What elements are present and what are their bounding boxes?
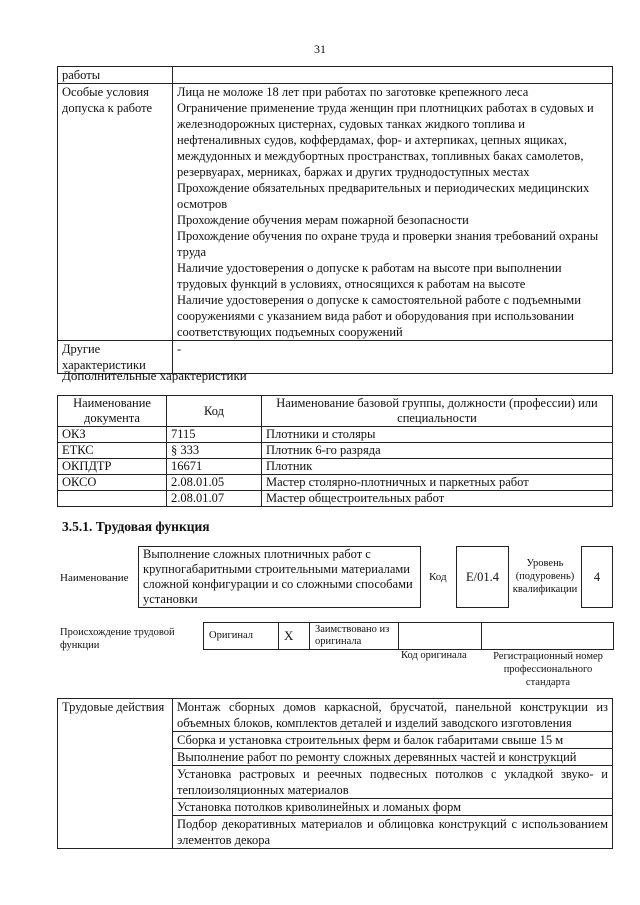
origin-table	[203, 622, 614, 650]
labor-action-item: Установка растровых и реечных подвесных потолков с укладкой звуко- и теплоизоляционных материалов	[173, 766, 613, 799]
doc-cell: ОКЗ	[58, 427, 167, 443]
condition-line: Ограничение применение труда женщин при плотницких работах в судовых и	[177, 101, 594, 115]
table-row	[58, 459, 613, 475]
code-cell: 16671	[167, 459, 262, 475]
reg-number-label: Регистрационный номер профессионального стандарта	[493, 651, 603, 688]
name-cell: Мастер общестроительных работ	[262, 491, 613, 507]
column-header-document: Наименование документа	[58, 396, 167, 427]
labor-action-item: Установка потолков криволинейных и ломаных форм	[173, 799, 613, 816]
doc-cell: ОКПДТР	[58, 459, 167, 475]
page-number: 31	[314, 42, 326, 56]
row-label-special-conditions: Особые условия допуска к работе	[58, 84, 173, 341]
labor-actions-table	[57, 698, 613, 849]
condition-line: Лица не моложе 18 лет при работах по заготовке крепежного леса	[177, 85, 529, 99]
borrowed-label: Заимствовано из оригинала	[310, 623, 399, 650]
code-cell: 2.08.01.07	[167, 491, 262, 507]
doc-cell: ЕТКС	[58, 443, 167, 459]
condition-line: междудонных и междубортных пространствах, топливных баках самолетов,	[177, 149, 584, 163]
row-label-other-characteristics: Другие характеристики	[58, 341, 173, 374]
function-code-label: Код	[429, 571, 447, 583]
table-row	[58, 491, 613, 507]
original-label: Оригинал	[204, 623, 279, 650]
function-code-box: E/01.4	[456, 546, 509, 608]
original-mark: X	[279, 623, 310, 650]
labor-action-item: Выполнение работ по ремонту сложных деревянных частей и конструкций	[173, 749, 613, 766]
name-cell: Плотник	[262, 459, 613, 475]
table-row	[58, 475, 613, 491]
doc-cell: ОКСО	[58, 475, 167, 491]
labor-action-item: Подбор декоративных материалов и облицовка конструкций с использованием элементов декора	[173, 816, 613, 849]
condition-line: железнодорожных цистернах, судовых танках жидкого топлива и	[177, 117, 525, 131]
condition-line: Наличие удостоверения о допуске к работам на высоте при выполнении	[177, 261, 562, 275]
condition-line: Наличие удостоверения о допуске к самостоятельной работе с подъемными	[177, 293, 581, 307]
table-row	[58, 443, 613, 459]
additional-characteristics-heading: Дополнительные характеристики	[62, 368, 247, 383]
condition-line: трудовых функций в условиях, относящихся к работам на высоте	[177, 277, 526, 291]
column-header-code: Код	[167, 396, 262, 427]
function-name-box: Выполнение сложных плотничных работ с крупногабаритными строительными материалами сложной конфигурации и со сложными способами установки	[138, 546, 421, 608]
code-original-cell	[399, 623, 482, 650]
code-original-label: Код оригинала	[401, 650, 467, 661]
condition-line: нефтеналивных судов, коффердамах, фор- и ахтерпиках, цепных ящиках,	[177, 133, 567, 147]
conditions-table	[57, 66, 613, 374]
section-heading: 3.5.1. Трудовая функция	[62, 519, 210, 534]
condition-line: сооружениями с указанием вида работ и оборудования при использовании	[177, 309, 574, 323]
special-conditions-cell	[173, 84, 613, 341]
name-cell: Мастер столярно-плотничных и паркетных работ	[262, 475, 613, 491]
condition-line: резервуарах, мерниках, баржах и других труднодоступных местах	[177, 165, 530, 179]
function-name-label: Наименование	[60, 572, 129, 584]
condition-line: Прохождение обучения по охране труда и проверки знания требований охраны	[177, 229, 599, 243]
condition-line: Прохождение обучения мерам пожарной безопасности	[177, 213, 469, 227]
code-cell: 2.08.01.05	[167, 475, 262, 491]
labor-actions-label: Трудовые действия	[58, 699, 173, 849]
name-cell: Плотники и столяры	[262, 427, 613, 443]
condition-line: Прохождение обязательных предварительных и периодических медицинских	[177, 181, 590, 195]
additional-characteristics-table	[57, 395, 613, 507]
function-origin-label: Происхождение трудовой функции	[60, 627, 175, 651]
qualification-level-box: 4	[581, 546, 613, 608]
qualification-level-label: Уровень (подуровень) квалификации	[512, 558, 578, 595]
column-header-group-name: Наименование базовой группы, должности (профессии) или специальности	[262, 396, 613, 427]
reg-number-cell	[482, 623, 614, 650]
code-cell: 7115	[167, 427, 262, 443]
condition-line: осмотров	[177, 197, 228, 211]
condition-line: труда	[177, 245, 207, 259]
row-label-work: работы	[58, 67, 173, 84]
labor-action-item: Сборка и установка строительных ферм и балок габаритами свыше 15 м	[173, 732, 613, 749]
other-characteristics-value: -	[173, 341, 613, 374]
code-cell: § 333	[167, 443, 262, 459]
condition-line: соответствующих подъемных сооружений	[177, 325, 403, 339]
table-row	[58, 427, 613, 443]
name-cell: Плотник 6-го разряда	[262, 443, 613, 459]
labor-action-item: Монтаж сборных домов каркасной, брусчатой, панельной конструкции из объемных блоков, комплектов деталей и изделий заводского изготовления	[173, 699, 613, 732]
doc-cell	[58, 491, 167, 507]
